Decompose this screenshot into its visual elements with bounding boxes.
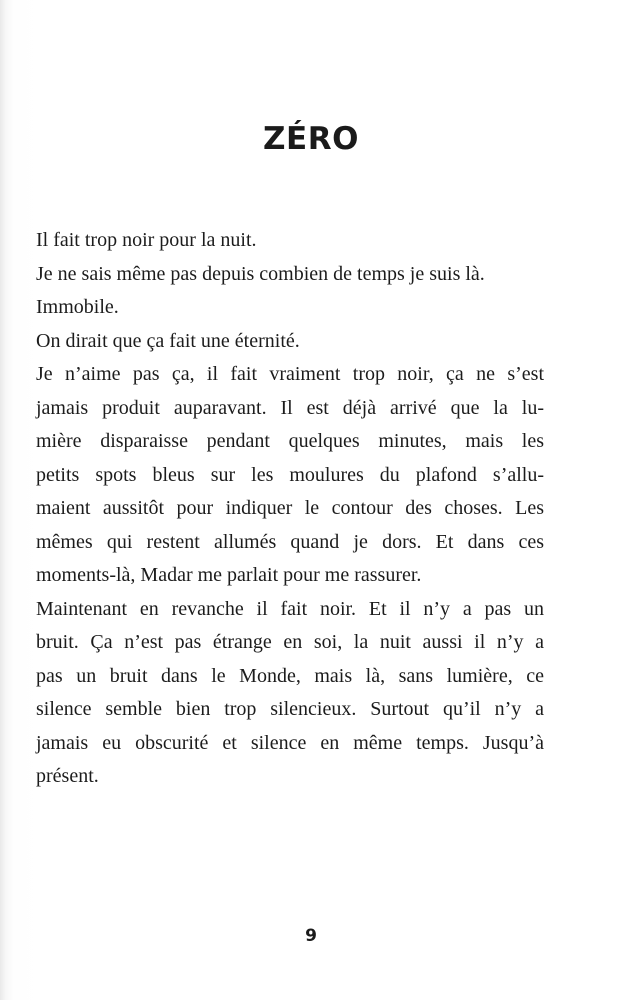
text-line: silence semble bien trop silencieux. Surtout qu’il n’y a [36,698,544,720]
text-line: Je n’aime pas ça, il fait vraiment trop noir, ça ne s’est [36,363,544,385]
text-line: présent. [36,765,99,787]
text-line: maient aussitôt pour indiquer le contour des choses. Les [36,497,544,519]
text-line: Immobile. [36,296,119,318]
text-line: petits spots bleus sur les moulures du plafond s’allu- [36,463,544,486]
paragraph [36,593,544,794]
text-line: Maintenant en revanche il fait noir. Et il n’y a pas un [36,597,544,620]
text-line: jamais produit auparavant. Il est déjà arrivé que la lu- [36,396,544,419]
text-line: moments-là, Madar me parlait pour me rassurer. [36,564,422,586]
paragraph [36,258,544,292]
chapter-title: ZÉRO [263,121,359,157]
page-number: 9 [305,926,317,946]
text-line: mière disparaisse pendant quelques minutes, mais les [36,430,544,452]
paragraph [36,224,544,258]
text-line: bruit. Ça n’est pas étrange en soi, la nuit aussi il n’y a [36,631,544,653]
paragraph [36,358,544,593]
paragraph [36,291,544,325]
text-line: jamais eu obscurité et silence en même temps. Jusqu’à [36,731,544,754]
chapter-body [36,224,544,794]
text-line: mêmes qui restent allumés quand je dors. Et dans ces [36,530,544,553]
text-line: Il fait trop noir pour la nuit. [36,229,257,251]
text-line: pas un bruit dans le Monde, mais là, sans lumière, ce [36,664,544,687]
text-line: On dirait que ça fait une éternité. [36,329,300,352]
text-line: Je ne sais même pas depuis combien de temps je suis là. [36,262,485,285]
paragraph [36,325,544,359]
